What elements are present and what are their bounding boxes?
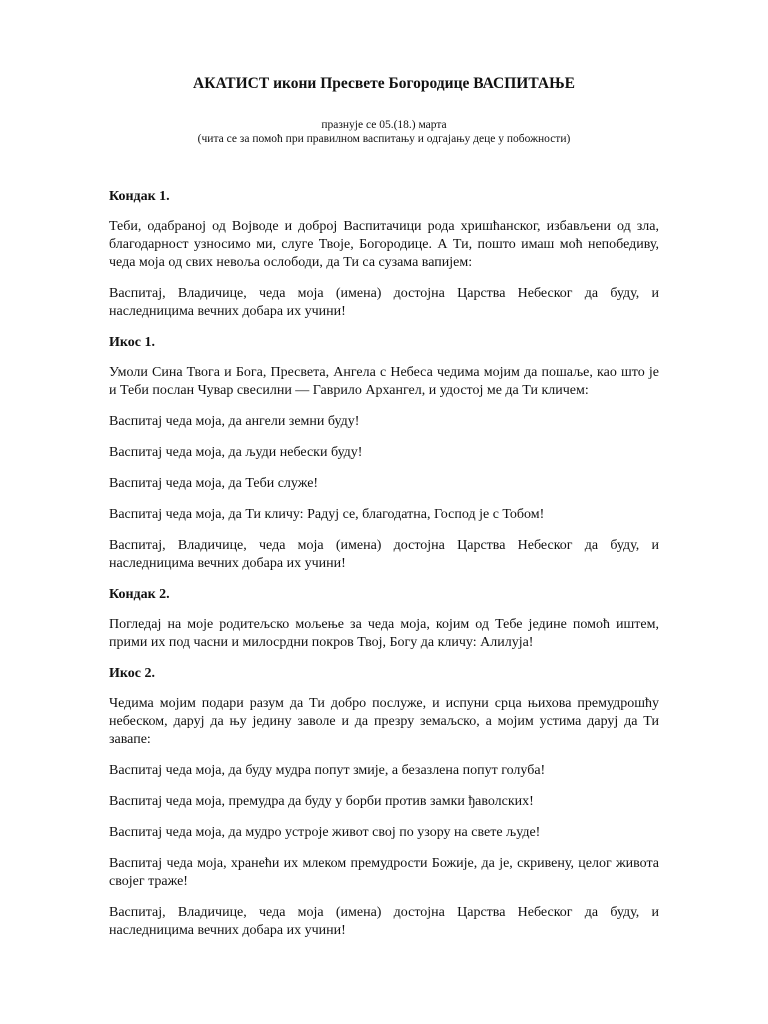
paragraph: Чедима мојим подари разум да Ти добро послуже, и испуни срца њихова премудрошћу небеском, даруј да њу једину заволе и да презру земаљско, а мојим устима даруј да Ти завапе: [109,696,659,747]
paragraph: Васпитај чеда моја, да мудро устроје живот свој по узору на свете људе! [109,825,541,840]
purpose-line: (чита се за помоћ при правилном васпитању и одгајању деце у побожности) [197,133,571,145]
paragraph: Васпитај чеда моја, хранећи их млеком премудрости Божије, да је, скривену, целог живота својег траже! [109,856,659,889]
paragraph: Васпитај чеда моја, премудра да буду у борби против замки ђаволских! [109,794,534,809]
section-ikos-1 [109,334,659,573]
feast-date-line: празнује се 05.(18.) марта [321,119,447,131]
paragraph: Васпитај чеда моја, да људи небески буду! [109,445,363,460]
section-kondak-1 [109,188,659,321]
paragraph: Васпитај чеда моја, да Ти кличу: Радуј се, благодатна, Господ је с Тобом! [109,507,545,522]
refrain-paragraph: Васпитај, Владичице, чеда моја (имена) достојна Царства Небеског да буду, и наследницима вечних добара их учини! [109,538,659,571]
refrain-paragraph: Васпитај, Владичице, чеда моја (имена) достојна Царства Небеског да буду, и наследницима вечних добара их учини! [109,905,659,938]
section-heading: Кондак 1. [109,189,170,204]
paragraph: Васпитај чеда моја, да Теби служе! [109,476,319,491]
section-heading: Кондак 2. [109,587,170,602]
section-ikos-2 [109,665,659,940]
subtitle-block [109,118,659,146]
paragraph: Умоли Сина Твога и Бога, Пресвета, Ангела с Небеса чедима мојим да пошаље, као што је и Теби послан Чувар свесилни — Гаврило Архангел, и удостој ме да Ти кличем: [109,365,659,398]
paragraph: Васпитај чеда моја, да ангели земни буду! [109,414,360,429]
paragraph: Васпитај чеда моја, да буду мудра попут змије, а безазлена попут голуба! [109,763,546,778]
section-heading: Икос 2. [109,666,155,681]
paragraph: Погледај на моје родитељско мољење за чеда моја, којим од Тебе једине помоћ иштем, прими их под часни и милосрдни покров Твој, Богу да кличу: Алилуја! [109,617,659,650]
paragraph: Теби, одабраној од Војводе и доброј Васпитачици рода хришћанског, избављени од зла, благодарност узносимо ми, слуге Твоје, Богородице. А Ти, пошто имаш моћ непобедиву, чеда моја од свих невоља ослободи, да Ти са сузама вапијем: [109,219,659,270]
section-heading: Икос 1. [109,335,155,350]
refrain-paragraph: Васпитај, Владичице, чеда моја (имена) достојна Царства Небеског да буду, и наследницима вечних добара их учини! [109,286,659,319]
document-title: АКАТИСТ икони Пресвете Богородице ВАСПИТАЊЕ [193,75,575,92]
section-kondak-2 [109,586,659,652]
